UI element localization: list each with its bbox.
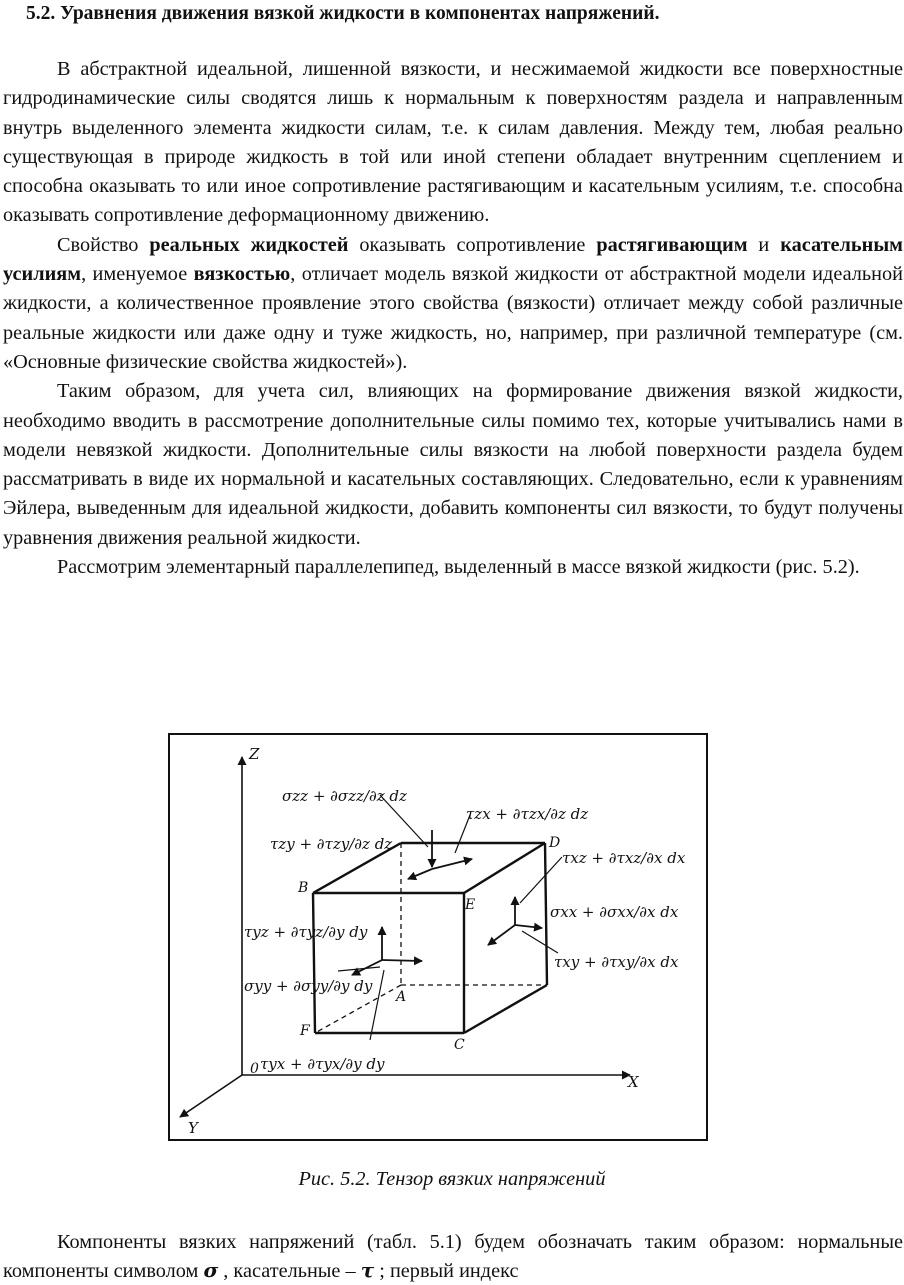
label-tau-yx: τyx + ∂τyx/∂y dy	[260, 1055, 385, 1073]
figure-caption: Рис. 5.2. Тензор вязких напряжений	[298, 1168, 606, 1190]
point-b-label: B	[298, 880, 309, 896]
x-axis-label: X	[628, 1073, 639, 1091]
point-f-label: F	[300, 1023, 310, 1039]
label-tau-xy: τxy + ∂τxy/∂x dx	[554, 953, 679, 971]
point-d-label: D	[549, 835, 561, 851]
paragraph-3: Таким образом, для учета сил, влияющих на формирование движения вязкой жидкости, необходимо вводить в рассмотрение дополнительные силы помимо тех, которые учитывались нами в модели невязкой жидкости. Дополнительные силы вязкости на любой поверхности раздела будем рассматривать в виде их нормальной и касательных составляющих. Следовательно, если к уравнениям Эйлера, выведенным для идеальной жидкости, добавить компоненты сил вязкости, то будут получены уравнения движения реальной жидкости.	[3, 380, 903, 549]
leader-lines	[338, 795, 562, 1040]
point-c-label: C	[454, 1037, 465, 1053]
term-real-liquids: реальных жидкостей	[149, 233, 349, 256]
paragraph-2	[3, 231, 903, 377]
label-tau-yz: τyz + ∂τyz/∂y dy	[244, 923, 368, 941]
paragraph-1: В абстрактной идеальной, лишенной вязкости, и несжимаемой жидкости все поверхностные гидродинамические силы сводятся лишь к нормальным к поверхностям раздела и направленным внутрь выделенного элемента жидкости силам, т.е. к силам давления. Между тем, любая реально существующая в природе жидкость в той или иной степени обладает внутренним сцеплением и способна оказывать то или иное сопротивление растягивающим и касательным усилиям, т.е. способна оказывать сопротивление деформационному движению.	[3, 58, 903, 227]
paragraph-2-text-4: , именуемое	[81, 263, 194, 286]
section-heading: 5.2. Уравнения движения вязкой жидкости в компонентах напряжений.	[26, 3, 660, 24]
label-tau-xz: τxz + ∂τxz/∂x dx	[562, 849, 686, 867]
label-tau-zx: τzx + ∂τzx/∂z dz	[466, 805, 589, 823]
paragraph-2-text-3: и	[747, 233, 781, 256]
point-a-label: A	[396, 989, 407, 1005]
label-sigma-zz: σzz + ∂σzz/∂z dz	[282, 787, 407, 805]
label-tau-zy: τzy + ∂τzy/∂z dz	[270, 835, 393, 853]
paragraph-4: Рассмотрим элементарный параллелепипед, выделенный в массе вязкой жидкости (рис. 5.2).	[57, 556, 860, 579]
tau-symbol: τ	[360, 1258, 375, 1282]
term-shear-forces: касательным усилиям	[3, 233, 903, 286]
footer-text	[3, 1228, 903, 1285]
body-text	[3, 55, 903, 582]
sigma-symbol: σ	[203, 1258, 219, 1282]
paragraph-5	[3, 1228, 903, 1285]
paragraph-5-text-1: Компоненты вязких напряжений (табл. 5.1) будем обозначать таким образом: нормальные компоненты символом	[3, 1231, 903, 1282]
origin-label: 0	[250, 1061, 259, 1077]
y-axis	[180, 1075, 242, 1117]
parallelepiped-diagram	[170, 735, 706, 1139]
term-viscosity: вязкостью	[193, 263, 291, 286]
figure-viscous-stress-tensor	[168, 733, 708, 1141]
paragraph-2-text-5: , отличает модель вязкой жидкости от абстрактной модели идеальной жидкости, а количественное проявление этого свойства (вязкости) отличает между собой различные реальные жидкости или даже одну и туже жидкость, но, например, при различной температуре (см. «Основные физические свойства жидкостей»).	[3, 263, 903, 373]
z-axis-label: Z	[249, 745, 260, 763]
point-e-label: E	[465, 897, 476, 913]
label-sigma-yy: σyy + ∂σyy/∂y dy	[244, 977, 373, 995]
paragraph-2-text-1: Свойство	[57, 233, 150, 256]
y-axis-label: Y	[188, 1119, 198, 1137]
label-sigma-xx: σxx + ∂σxx/∂x dx	[550, 903, 679, 921]
term-tensile: растягивающим	[596, 233, 748, 256]
paragraph-2-text-2: оказывать сопротивление	[348, 233, 597, 256]
paragraph-5-text-3: ; первый индекс	[374, 1260, 519, 1282]
paragraph-5-text-2: , касательные –	[218, 1260, 361, 1282]
